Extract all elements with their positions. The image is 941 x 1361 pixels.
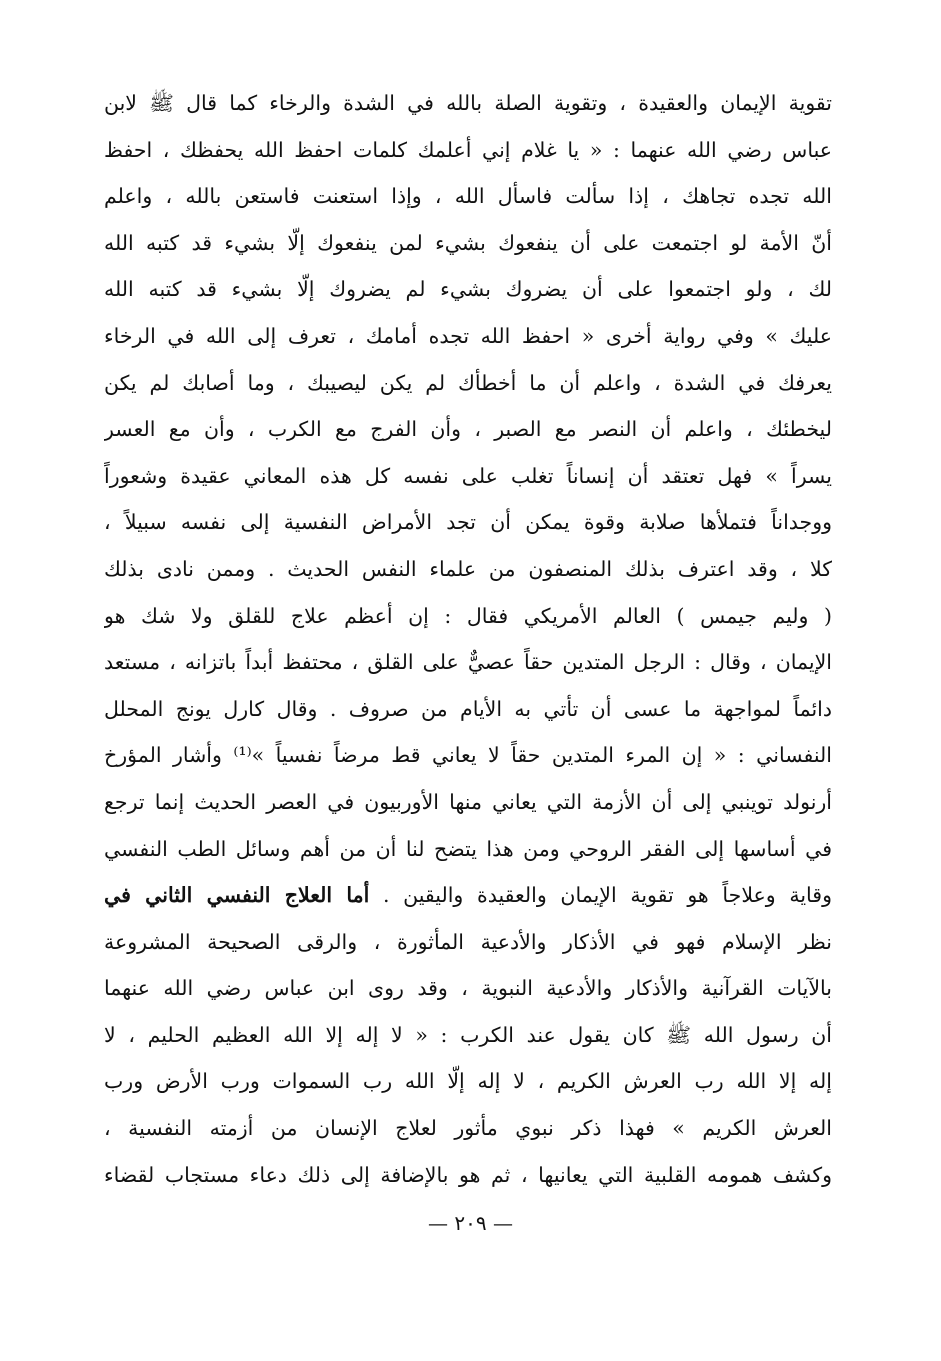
text-line-18-regular: وقاية وعلاجاً هو تقوية الإيمان والعقيدة واليقين . <box>369 883 832 908</box>
text-line-15: النفساني : « إن المرء المتدين حقاً لا يعاني قط مرضاً نفسياً »⁽¹⁾ وأشار المؤرخ <box>104 743 832 768</box>
text-line-14: دائماً لمواجهة ما عسى أن تأتي به الأيام من صروف . وقال كارل يونج المحلل <box>104 696 832 721</box>
body-text <box>104 80 832 1198</box>
text-line-10: ووجداناً فتملأها صلابة وقوة يمكن أن تجد الأمراض النفسية إلى نفسه سبيلاً ، <box>104 510 832 535</box>
text-line-5: لك ، ولو اجتمعوا على أن يضروك بشيء لم يضروك إلّا بشيء قد كتبه الله <box>104 277 832 302</box>
text-line-23: العرش الكريم » فهذا ذكر نبوي مأثور لعلاج الإنسان من أزمته النفسية ، <box>104 1116 832 1141</box>
text-line-11: كلا ، وقد اعترف بذلك المنصفون من علماء النفس الحديث . وممن نادى بذلك <box>104 556 832 581</box>
text-line-8: ليخطئك ، واعلم أن النصر مع الصبر ، وأن الفرج مع الكرب ، وأن مع العسر <box>104 417 832 442</box>
text-line-4: أنّ الأمة لو اجتمعت على أن ينفعوك بشيء لمن ينفعوك إلّا بشيء قد كتبه الله <box>104 230 832 255</box>
text-line-12: ( وليم جيمس ) العالم الأمريكي فقال : إن أعظم علاج للقلق ولا شك هو <box>104 603 832 628</box>
text-line-17: في أساسها إلى الفقر الروحي ومن هذا يتضح لنا أن من أهم وسائل الطب النفسي <box>104 836 832 861</box>
text-line-9: يسراً » فهل تعتقد أن إنساناً تغلب على نفسه كل هذه المعاني عقيدة وشعوراً <box>104 463 832 488</box>
text-line-21: أن رسول الله ﷺ كان يقول عند الكرب : « لا إله إلا الله العظيم الحليم ، لا <box>104 1022 832 1047</box>
text-line-19: نظر الإسلام فهو في الأذكار والأدعية المأثورة ، والرقى الصحيحة المشروعة <box>104 929 832 954</box>
page-number: — ٢٠٩ — <box>428 1211 513 1235</box>
text-line-7: يعرفك في الشدة ، واعلم أن ما أخطأك لم يكن ليصيبك ، وما أصابك لم يكن <box>104 370 832 395</box>
text-line-24: وكشف همومه القلبية التي يعانيها ، ثم هو بالإضافة إلى ذلك دعاء مستجاب لقضاء <box>104 1162 832 1187</box>
text-line-1: تقوية الإيمان والعقيدة ، وتقوية الصلة بالله في الشدة والرخاء كما قال ﷺ لابن <box>104 91 832 115</box>
text-line-20: بالآيات القرآنية والأذكار والأدعية النبوية ، وقد روى ابن عباس رضي الله عنهما <box>104 976 832 1001</box>
text-line-18-bold: أما العلاج النفسي الثاني في <box>104 883 370 908</box>
text-line-13: الإيمان ، وقال : الرجل المتدين حقاً عصيٌّ على القلق ، محتفظ أبداً باتزانه ، مستعد <box>104 650 832 675</box>
text-line-2: عباس رضي الله عنهما : « يا غلام إني أعلمك كلمات احفظ الله يحفظك ، احفظ <box>104 137 832 162</box>
text-line-6: عليك » وفي رواية أخرى « احفظ الله تجده أمامك ، تعرف إلى الله في الرخاء <box>104 323 832 348</box>
text-line-16: أرنولد توينبي إلى أن الأزمة التي يعاني منها الأوربيون في العصر الحديث إنما ترجع <box>104 789 832 814</box>
text-line-18 <box>104 872 832 919</box>
text-line-3: الله تجده تجاهك ، إذا سألت فاسأل الله ، وإذا استعنت فاستعن بالله ، واعلم <box>104 184 832 209</box>
text-line-22: إله إلا الله رب العرش الكريم ، لا إله إلّا الله رب السموات ورب الأرض ورب <box>104 1069 832 1094</box>
